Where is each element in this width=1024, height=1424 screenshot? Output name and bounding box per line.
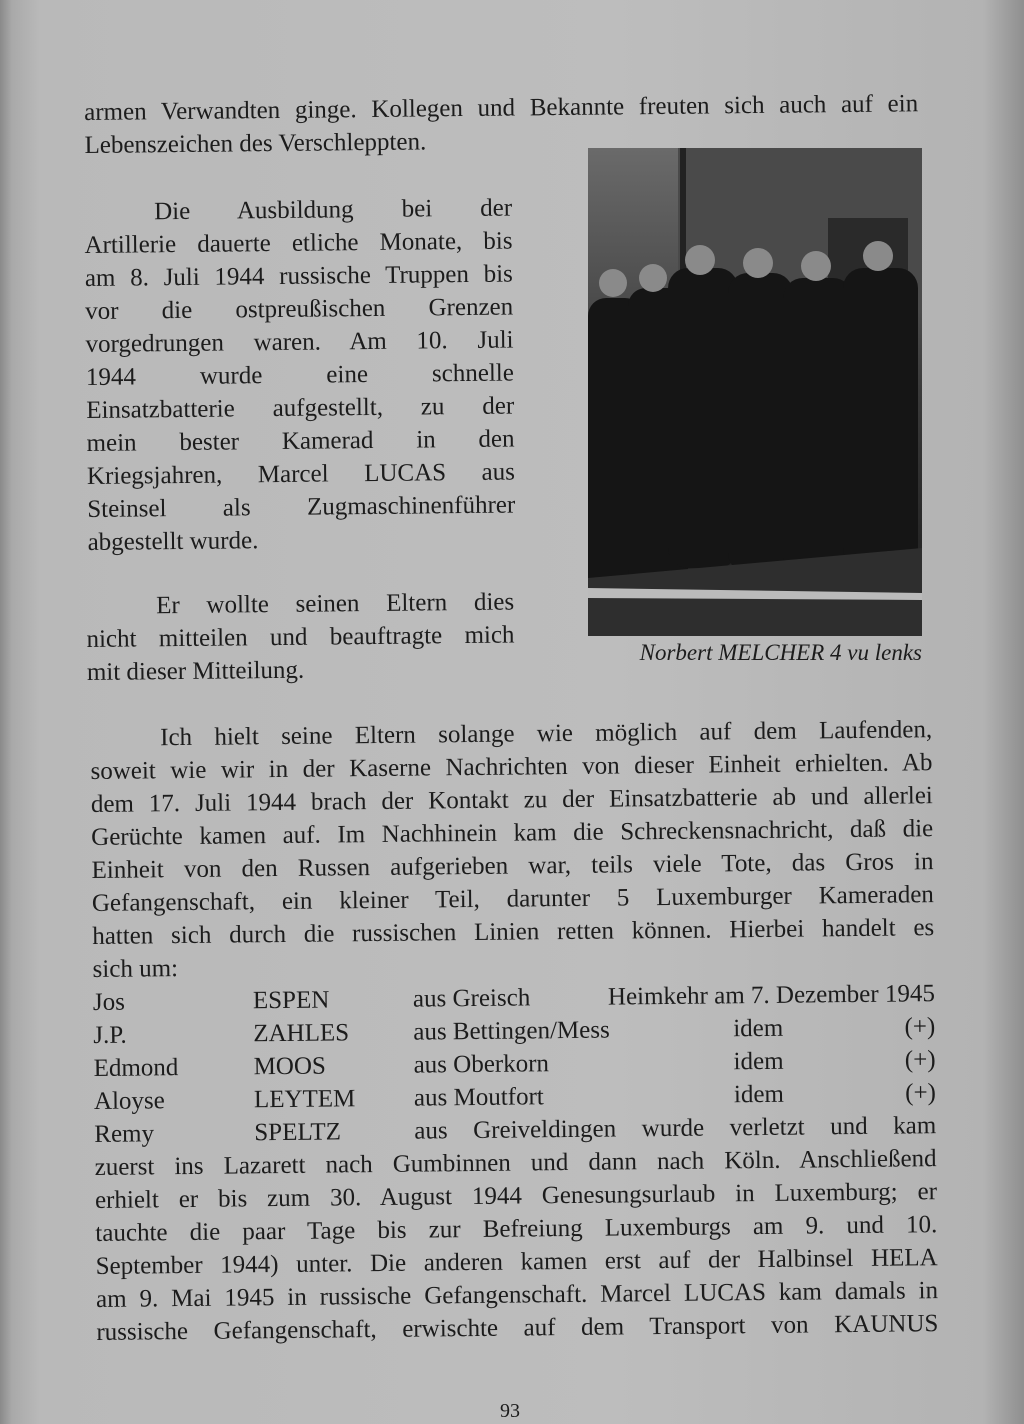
text-line: sich um: bbox=[92, 955, 179, 983]
text-line: nicht mitteilen und beauftragte mich bbox=[86, 621, 515, 653]
text-line: abgestellt wurde. bbox=[87, 527, 259, 556]
note: idem bbox=[733, 1080, 785, 1109]
soldiers-photo bbox=[588, 148, 922, 636]
text-line: soweit wie wir in der Kaserne Nachrichten von dieser Einheit erhielten. Ab bbox=[90, 749, 933, 785]
note: idem bbox=[733, 1047, 784, 1076]
text-line: Er wollte seinen Eltern dies bbox=[156, 588, 515, 620]
last-name: ZAHLES bbox=[253, 1019, 350, 1048]
text-line: armen Verwandten ginge. Kollegen und Bekannte freuten sich auch auf ein bbox=[84, 90, 919, 126]
text-line: 1944 wurde eine schnelle bbox=[85, 359, 515, 391]
origin: aus Moutfort bbox=[413, 1083, 544, 1112]
text-line: vorgedrungen waren. Am 10. Juli bbox=[85, 326, 514, 358]
note: Heimkehr am 7. Dezember 1945 bbox=[607, 980, 936, 1011]
group-photo-image bbox=[588, 148, 922, 636]
text-line: Ich hielt seine Eltern solange wie möglich auf dem Laufenden, bbox=[160, 716, 933, 752]
text-line: vor die ostpreußischen Grenzen bbox=[85, 293, 514, 325]
text-line: Lebenszeichen des Verschleppten. bbox=[84, 128, 427, 159]
text-line: hatten sich durch die russischen Linien retten können. Hierbei handelt es bbox=[92, 914, 935, 950]
text-line: Kriegsjahren, Marcel LUCAS aus bbox=[86, 458, 516, 490]
origin: aus Greisch bbox=[412, 984, 531, 1013]
text-line: Gerüchte kamen auf. Im Nachhinein kam die Schreckensnachricht, daß die bbox=[91, 815, 934, 851]
first-name: J.P. bbox=[93, 1021, 127, 1049]
text-line: dem 17. Juli 1944 brach der Kontakt zu der Einsatzbatterie ab und allerlei bbox=[90, 782, 933, 818]
last-name: LEYTEM bbox=[253, 1085, 356, 1114]
first-name: Edmond bbox=[93, 1054, 179, 1082]
first-name: Remy bbox=[94, 1120, 155, 1148]
deceased-mark: (+) bbox=[904, 1013, 936, 1041]
text-line: Einsatzbatterie aufgestellt, zu der bbox=[86, 392, 515, 424]
origin: aus Oberkorn bbox=[413, 1050, 550, 1079]
text-line: Artillerie dauerte etliche Monate, bis bbox=[84, 227, 513, 259]
photo-caption: Norbert MELCHER 4 vu lenks bbox=[639, 640, 922, 665]
text-line: tauchte die paar Tage bis zur Befreiung Luxemburgs am 9. und 10. bbox=[95, 1211, 938, 1247]
origin: aus Bettingen/Mess bbox=[413, 1016, 610, 1046]
text-line: Einheit von den Russen aufgerieben war, teils viele Tote, das Gros in bbox=[91, 848, 934, 884]
last-name: ESPEN bbox=[252, 986, 330, 1015]
last-name: SPELTZ bbox=[254, 1118, 342, 1147]
note: idem bbox=[733, 1014, 784, 1043]
origin: aus Greiveldingen wurde verletzt und kam bbox=[414, 1112, 937, 1145]
deceased-mark: (+) bbox=[905, 1079, 937, 1107]
names-list bbox=[93, 977, 937, 1151]
text-line: am 8. Juli 1944 russische Truppen bis bbox=[84, 260, 513, 292]
text-line: Gefangenschaft, ein kleiner Teil, darunter 5 Luxemburger Kameraden bbox=[91, 881, 934, 917]
text-line: zuerst ins Lazarett nach Gumbinnen und dann nach Köln. Anschließend bbox=[94, 1145, 937, 1181]
first-name: Jos bbox=[92, 988, 126, 1016]
paragraph-kontakt bbox=[90, 713, 939, 1349]
page-number: 93 bbox=[500, 1400, 520, 1422]
text-line: September 1944) unter. Die anderen kamen erst auf der Halbinsel HELA bbox=[95, 1244, 938, 1280]
first-name: Aloyse bbox=[93, 1087, 165, 1115]
paragraph-eltern bbox=[86, 586, 515, 689]
deceased-mark: (+) bbox=[904, 1046, 936, 1074]
paragraph-ausbildung bbox=[84, 192, 516, 559]
text-line: mit dieser Mitteilung. bbox=[86, 656, 305, 686]
text-line: Steinsel als Zugmaschinenführer bbox=[87, 491, 516, 523]
text-line: am 9. Mai 1945 in russische Gefangenschaft. Marcel LUCAS kam damals in bbox=[95, 1277, 939, 1313]
text-line: russische Gefangenschaft, erwischte auf dem Transport von KAUNUS bbox=[96, 1310, 939, 1346]
text-line: Die Ausbildung bei der bbox=[154, 194, 513, 226]
last-name: MOOS bbox=[253, 1052, 327, 1081]
text-line: mein bester Kamerad in den bbox=[86, 425, 515, 457]
text-line: erhielt er bis zum 30. August 1944 Genesungsurlaub in Luxemburg; er bbox=[94, 1178, 938, 1214]
